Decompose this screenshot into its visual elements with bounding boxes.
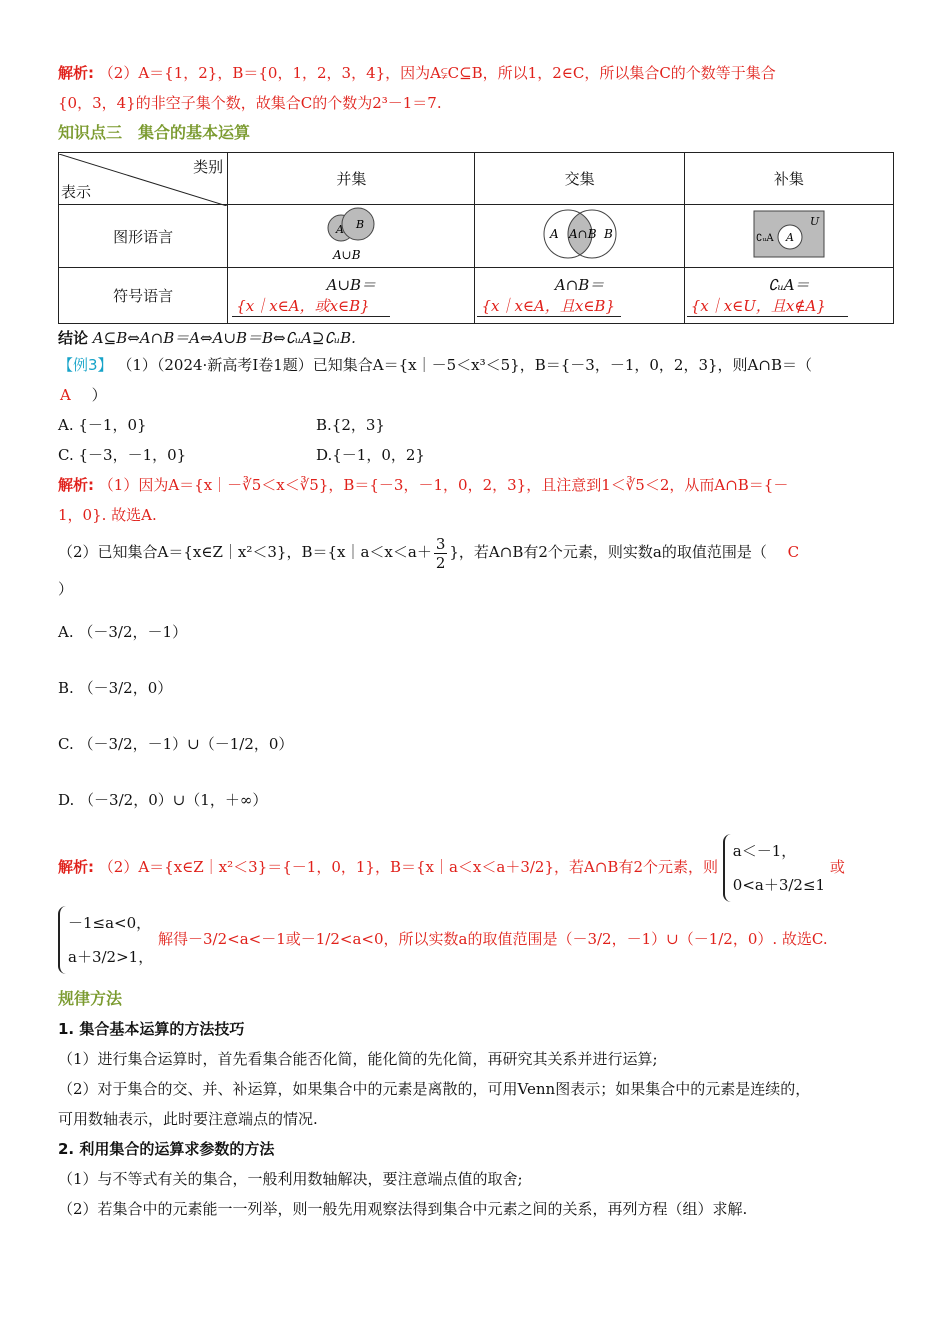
section-title: 知识点三 集合的基本运算 [58, 123, 251, 142]
union-symbol-header: A∪B＝ [326, 276, 377, 294]
solution2-or: 或 [829, 858, 845, 876]
intro-solution-line1: （2）A＝{1，2}，B＝{0，1，2，3，4}，因为A⫋C⊆B，所以1，2∈C，所以集合C的个数等于集合 [98, 64, 776, 82]
methods-title: 规律方法 [58, 989, 123, 1008]
option-q1-c: C. {－3，－1，0} [58, 446, 187, 464]
intersection-symbol-answer: {x｜x∈A，且x∈B} [477, 295, 621, 317]
example3-q2-part1: （2）已知集合A＝{x∈Z｜x²＜3}，B＝{x｜a＜x＜a＋ [58, 543, 432, 561]
methods-p2-line1: （2）对于集合的交、并、补运算，如果集合中的元素是离散的，可用Venn图表示；如果集合中的元素是连续的， [58, 1080, 811, 1098]
option-q1-b: B.{2，3} [316, 416, 385, 434]
union-symbol-cell [228, 268, 475, 324]
example3-q2-close: ） [58, 580, 74, 598]
solution1-line2: 1，0}. 故选A. [58, 506, 157, 524]
solution1 [58, 470, 894, 500]
intersection-venn-cell [475, 205, 684, 268]
intersection-label-b: B [603, 227, 613, 241]
option-q2-b-letter: B. [58, 679, 74, 697]
corner-representation: 表示 [61, 182, 92, 201]
solution-label: 解析: [58, 64, 94, 82]
intersection-symbol-header: A∩B＝ [554, 276, 605, 294]
methods-heading-1: 1. 集合基本运算的方法技巧 [58, 1020, 245, 1038]
solution1-label: 解析: [58, 476, 94, 494]
complement-label-cua: ∁ᵤA [755, 233, 774, 244]
solution2 [58, 834, 894, 902]
methods-p3: （1）与不等式有关的集合，一般利用数轴解决，要注意端点值的取舍; [58, 1170, 523, 1188]
system1-line1: a＜－1， [732, 842, 797, 860]
example3-q1-answer: A [60, 386, 71, 404]
complement-symbol-answer: {x｜x∈U，且x∉A} [687, 295, 848, 317]
intersection-label-a: A [549, 227, 559, 241]
conclusion-text: A⊆B⇔A∩B＝A⇔A∪B＝B⇔∁ᵤA⊇∁ᵤB. [92, 329, 356, 347]
solution1-line1: （1）因为A＝{x｜－∛5＜x＜∛5}，B＝{－3，－1，0，2，3}，且注意到1＜∛5＜2，从而A∩B＝{－ [98, 476, 789, 494]
options-q1-row2 [58, 440, 894, 470]
system2-line1: －1≤a<0， [68, 914, 152, 932]
solution2-part1: （2）A＝{x∈Z｜x²＜3}＝{－1，0，1}，B＝{x｜a＜x＜a＋3/2}，若A∩B有2个元素，则 [98, 858, 718, 876]
complement-venn-cell [684, 205, 893, 268]
inequality-system-2 [58, 906, 153, 974]
example3-q1-answer-line [58, 380, 894, 410]
methods-heading-2: 2. 利用集合的运算求参数的方法 [58, 1140, 275, 1158]
solution2-continued [58, 906, 894, 974]
option-q2-c-letter: C. [58, 735, 74, 753]
row-label-symbolic: 符号语言 [59, 268, 228, 324]
col-header-complement: 补集 [684, 153, 893, 205]
methods-p4: （2）若集合中的元素能一一列举，则一般先用观察法得到集合中元素之间的关系，再列方程（组）求解. [58, 1200, 748, 1218]
option-q2-d-text: （－3/2，0）∪（1，＋∞） [79, 791, 268, 809]
option-q2-c-text: （－3/2，－1）∪（－1/2，0） [78, 735, 294, 753]
system2-line2: a＋3/2>1， [68, 948, 154, 966]
complement-symbol-header: ∁ᵤA＝ [768, 276, 810, 294]
example3-q1-text: （1）（2024·新高考Ⅰ卷1题）已知集合A＝{x｜－5＜x³＜5}，B＝{－3，－1，0，2，3}，则A∩B＝（ [117, 356, 812, 374]
example3-q2-part2: }，若A∩B有2个元素，则实数a的取值范围是（ [449, 543, 767, 561]
page [58, 58, 894, 1224]
inequality-system-1 [723, 834, 825, 902]
union-label-a: A [336, 223, 345, 236]
options-q1-row1 [58, 410, 894, 440]
example3-question2 [58, 530, 894, 574]
option-q2-d [58, 772, 894, 828]
solution2-label: 解析: [58, 858, 94, 876]
complement-venn-diagram [752, 209, 826, 259]
intro-solution [58, 58, 894, 88]
example3-q1-close: ） [91, 386, 107, 404]
complement-symbol-cell [684, 268, 893, 324]
intersection-venn-diagram [530, 205, 630, 263]
corner-category: 类别 [193, 157, 224, 176]
col-header-intersection: 交集 [475, 153, 684, 205]
conclusion-label: 结论 [58, 329, 89, 347]
union-venn-diagram [311, 205, 391, 263]
union-label-b: B [356, 218, 365, 231]
system1-line2: 0<a＋3/2≤1 [732, 876, 826, 894]
option-q2-a-letter: A. [58, 623, 74, 641]
union-caption: A∪B [333, 248, 361, 262]
example3-q2-answer: C [787, 543, 800, 561]
complement-label-a: A [785, 231, 794, 244]
option-q1-d: D.{－1，0，2} [316, 446, 425, 464]
option-q1-a: A. {－1，0} [58, 416, 147, 434]
union-symbol-answer: {x｜x∈A，或x∈B} [232, 295, 390, 317]
set-operations-table [58, 152, 894, 324]
example3-question1 [58, 350, 894, 380]
methods-p1: （1）进行集合运算时，首先看集合能否化简，能化简的先化简，再研究其关系并进行运算; [58, 1050, 658, 1068]
example3-q2-fraction [434, 535, 448, 572]
intersection-label-mid: A∩B [568, 227, 597, 241]
col-header-union: 并集 [228, 153, 475, 205]
solution2-part2: 解得－3/2<a<－1或－1/2<a<0，所以实数a的取值范围是（－3/2，－1）∪（－1/2，0）. 故选C. [157, 930, 828, 948]
option-q2-c [58, 716, 894, 772]
fraction-denominator: 2 [435, 553, 446, 572]
option-q2-b [58, 660, 894, 716]
intersection-symbol-cell [475, 268, 684, 324]
option-q2-b-text: （－3/2，0） [78, 679, 173, 697]
methods-p2-line2: 可用数轴表示，此时要注意端点的情况. [58, 1110, 318, 1128]
intro-solution-line2: {0，3，4}的非空子集个数，故集合C的个数为2³－1＝7. [58, 94, 442, 112]
complement-label-u: U [809, 215, 820, 228]
example-tag: 【例3】 [58, 356, 113, 374]
union-venn-cell [228, 205, 475, 268]
option-q2-d-letter: D. [58, 791, 75, 809]
option-q2-a-text: （－3/2，－1） [78, 623, 188, 641]
option-q2-a [58, 604, 894, 660]
table-corner-cell [59, 154, 227, 204]
row-label-graphic: 图形语言 [59, 205, 228, 268]
conclusion [58, 326, 894, 350]
fraction-numerator: 3 [435, 534, 446, 553]
